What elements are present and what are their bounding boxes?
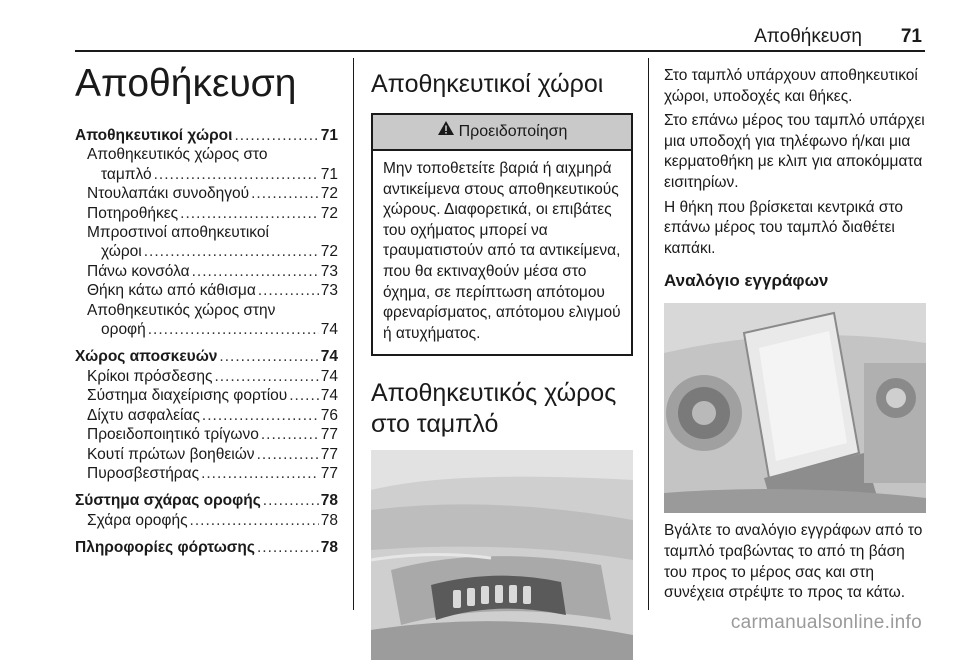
toc-entry[interactable]: [75, 511, 338, 530]
toc-entry[interactable]: [75, 204, 338, 223]
paragraph-3: Η θήκη που βρίσκεται κεντρικά στο επάνω μέρος του ταμπλό διαθέτει καπάκι.: [664, 198, 904, 257]
toc-entry-page: 73: [320, 282, 338, 300]
toc-entry-label: Ποτηροθήκες: [87, 204, 179, 222]
toc-entry-label: Σχάρα οροφής: [87, 511, 188, 529]
toc-leader: [261, 425, 319, 444]
paragraph-2: Στο επάνω μέρος του ταμπλό υπάρχει μια υποδοχή για τηλέφωνο ή/και μια κερματοθήκη με κλιπ για αποκόμματα εισιτηρίων.: [664, 112, 925, 191]
toc-leader: [192, 262, 319, 281]
warning-header: [373, 115, 631, 151]
toc-leader: [263, 491, 319, 510]
toc-leader: [257, 445, 319, 464]
toc-entry-label: Αποθηκευτικός χώρος στην: [87, 301, 276, 319]
toc-entry[interactable]: [75, 184, 338, 203]
toc-entry-label: Δίχτυ ασφαλείας: [87, 406, 200, 424]
toc-entry-page: 77: [320, 426, 338, 444]
chapter-title: Αποθήκευση: [75, 62, 297, 105]
toc-section-label: Πληροφορίες φόρτωσης: [75, 539, 255, 557]
warning-text: Μην τοποθετείτε βαριά ή αιχμηρά αντικείμενα στους αποθηκευτικούς χώρους. Διαφορετικά, οι επιβάτες του οχήματος μπορεί να τραυματιστούν από τα αντικείμενα, που θα εκτιναχθούν μέσα στο όχημα, σε περίπτωση απότομου φρεναρίσματος, απότομου ελιγμού ή ατυχήματος.: [383, 160, 621, 342]
right-column: [664, 66, 926, 608]
watermark: carmanualsonline.info: [730, 612, 922, 633]
toc-entry-label-cont: ταμπλό: [101, 165, 152, 183]
toc-leader: [154, 165, 319, 184]
toc-section-page: 74: [320, 348, 338, 366]
toc-leader: [234, 126, 318, 145]
toc-section-label: Αποθηκευτικοί χώροι: [75, 127, 233, 144]
toc-section: [75, 347, 338, 483]
toc-leader: [258, 281, 319, 300]
toc-section-row[interactable]: [75, 538, 338, 557]
toc-section-page: 78: [320, 492, 338, 510]
toc-entry[interactable]: [75, 223, 338, 262]
toc-entry-page: 74: [320, 387, 338, 405]
toc-leader: [257, 538, 319, 557]
toc-entry-label: Ντουλαπάκι συνοδηγού: [87, 185, 250, 203]
document-holder-photo: [664, 303, 926, 513]
toc-section-page: 71: [320, 127, 338, 144]
toc-entry-label-cont: οροφή: [101, 321, 146, 339]
toc-section-label: Σύστημα σχάρας οροφής: [75, 492, 261, 510]
toc-section: [75, 126, 338, 339]
dashboard-storage-photo: [371, 450, 633, 660]
toc-leader: [148, 320, 319, 339]
warning-box: [371, 113, 633, 356]
toc-entry-label: Προειδοποιητικό τρίγωνο: [87, 426, 259, 444]
toc-leader: [251, 184, 319, 203]
toc-leader: [180, 204, 319, 223]
header-rule: [75, 50, 925, 52]
toc-leader: [202, 406, 319, 425]
page-number: 71: [900, 26, 922, 47]
toc-entry-page: 74: [320, 321, 338, 339]
toc-entry[interactable]: [75, 301, 338, 340]
middle-column: [371, 60, 633, 660]
toc-entry-label: Μπροστινοί αποθηκευτικοί: [87, 224, 269, 242]
toc-entry-page: 78: [320, 511, 338, 529]
section-title: Αποθηκευτικοί χώροι: [371, 70, 604, 98]
toc-leader: [289, 386, 319, 405]
toc-entry-label: Σύστημα διαχείρισης φορτίου: [87, 387, 288, 405]
toc-entry-page: 77: [320, 445, 338, 463]
toc-entry-page: 76: [320, 406, 338, 424]
toc-section-page: 78: [320, 539, 338, 557]
toc-entry[interactable]: [75, 464, 338, 483]
warning-heading: Προειδοποίηση: [458, 123, 568, 141]
toc-entry-label: Πυροσβεστήρας: [87, 464, 200, 482]
paragraph-4: Βγάλτε το αναλόγιο εγγράφων από το ταμπλό τραβώντας το από τη βάση του προς το μέρος σας και στη συνέχεια στρέψτε το προς τα κάτω.: [664, 522, 923, 602]
toc-list: [75, 126, 338, 558]
toc-entry-label: Κουτί πρώτων βοηθειών: [87, 445, 255, 463]
toc-section: [75, 491, 338, 530]
toc-entry[interactable]: [75, 145, 338, 184]
toc-leader: [219, 347, 318, 366]
toc-entry-page: 74: [320, 367, 338, 385]
toc-entry-page: 72: [320, 204, 338, 222]
toc-section-row[interactable]: [75, 347, 338, 366]
toc-entry-page: 72: [320, 243, 338, 261]
toc-leader: [201, 464, 319, 483]
toc-entry-page: 73: [320, 262, 338, 280]
toc-entry-label: Αποθηκευτικός χώρος στο: [87, 146, 268, 164]
toc-leader: [144, 242, 319, 261]
toc-section-row[interactable]: [75, 491, 338, 510]
chapter-toc: [75, 60, 338, 558]
toc-entry[interactable]: [75, 262, 338, 281]
paragraph-1: Στο ταμπλό υπάρχουν αποθηκευτικοί χώροι, υποδοχές και θήκες.: [664, 67, 918, 105]
toc-entry-label: Κρίκοι πρόσδεσης: [87, 367, 213, 385]
toc-section: [75, 538, 338, 557]
toc-section-row[interactable]: [75, 126, 338, 145]
toc-section-label: Χώρος αποσκευών: [75, 348, 218, 366]
toc-entry[interactable]: [75, 386, 338, 405]
toc-entry[interactable]: [75, 425, 338, 444]
toc-leader: [214, 367, 318, 386]
toc-entry-page: 71: [320, 165, 338, 183]
subsection-title: Αποθηκευτικός χώρος στο ταμπλό: [371, 379, 617, 439]
toc-entry-label-cont: χώροι: [101, 243, 142, 261]
running-header-title: Αποθήκευση: [754, 26, 862, 47]
toc-entry-label: Θήκη κάτω από κάθισμα: [87, 282, 256, 300]
toc-entry[interactable]: [75, 445, 338, 464]
column-divider-1: [353, 58, 354, 610]
toc-entry-page: 72: [320, 185, 338, 203]
column-divider-2: [648, 58, 649, 610]
document-holder-heading: Αναλόγιο εγγράφων: [664, 271, 829, 291]
toc-entry[interactable]: [75, 406, 338, 425]
warning-triangle-icon: [437, 115, 455, 149]
toc-entry-page: 77: [320, 464, 338, 482]
toc-entry[interactable]: [75, 367, 338, 386]
toc-entry-label: Πάνω κονσόλα: [87, 262, 190, 280]
toc-leader: [190, 511, 319, 530]
toc-entry[interactable]: [75, 281, 338, 300]
